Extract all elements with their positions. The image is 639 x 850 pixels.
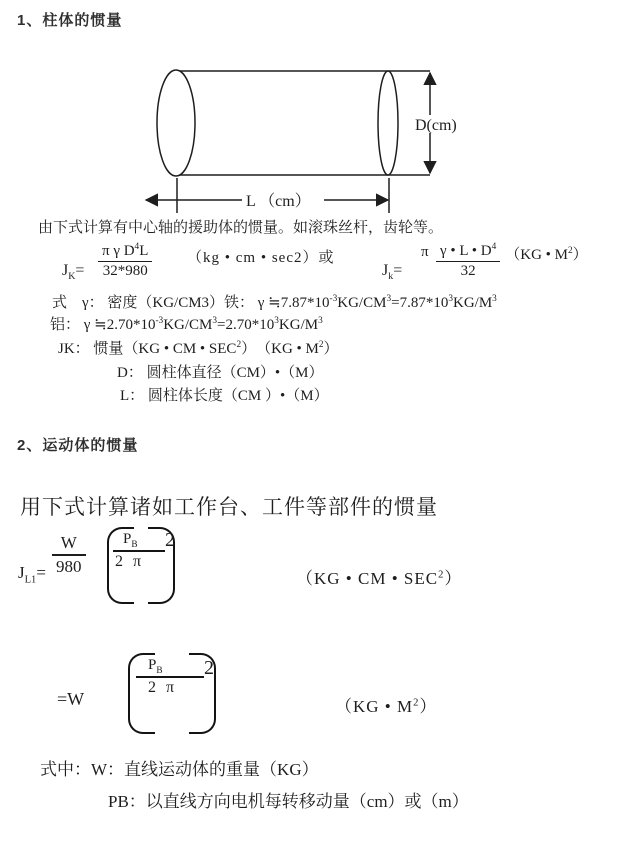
density-line-iron: 式 γ： 密度（KG/CM3）铁： γ $≒7.87*10^{-3}KG/CM^3=7.87*10^3KG/M^3$ [52,294,497,311]
l-definition: L： 圆柱体长度（CM ）•（M） [120,388,329,404]
cylinder-diagram [130,55,490,220]
formula-right-unit: （KG • $M^2$） [505,246,588,263]
formula1-pb-fraction [113,531,165,571]
section1-intro: 由下式计算有中心轴的援助体的惯量。如滚珠丝杆，齿轮等。 [38,220,444,236]
formula-right-denominator: 32 [460,263,476,279]
d-definition: D： 圆柱体直径（CM）•（M） [117,365,324,381]
where-pb-line: PB：以直线方向电机每转移动量（cm）或（m） [108,792,469,811]
formula-right-lhs: $J_k=$ [382,262,403,283]
formula1-w-numerator: W [60,533,77,552]
formula2-pb-numerator: $P_B$ [148,657,163,676]
section2-title: 2、运动体的惯量 [17,437,139,454]
jk-definition: JK： 惯量（KG • CM • SEC$^2$） （KG • $M^2$） [58,340,339,357]
formula2-pb-fraction [136,657,204,697]
formula-left-denominator: 32*980 [102,263,148,279]
cylinder-left-ellipse [157,70,195,176]
formula1-lhs: $J_{L1}=$ [18,563,46,586]
formula-right-fraction [436,243,588,280]
formula1-w-fraction [52,533,86,577]
formula2-fraction-bar [136,676,204,678]
formula-left-fraction [98,243,152,280]
where-w-line: 式中：W：直线运动体的重量（KG） [40,760,319,779]
formula-left-lhs: $J_K=$ [62,262,85,283]
cylinder-right-ellipse [378,71,398,175]
section2-intro: 用下式计算诸如工作台、工件等部件的惯量 [20,495,438,519]
density-line-aluminum: 铝： γ $≒2.70*10^{-3}KG/CM^3=2.70*10^3KG/M^3$ [50,316,323,333]
formula2-pb-denominator: 2 π [148,679,178,696]
formula2-exponent: 2 [204,657,214,679]
formula2-unit: （KG • $M^2$） [335,697,438,716]
formula1-fraction-bar [113,550,165,552]
formula1-pb-numerator: $P_B$ [123,531,138,550]
formula1-w-denominator: 980 [52,554,86,577]
formula-left-numerator: π γ $D^4L$ [98,243,152,262]
formula-left-unit: （kg • cm • sec2）或 [187,250,335,266]
l-dimension-label: L （cm） [246,193,311,210]
formula-right-numerator: γ • L • $D^4$ [436,243,500,262]
formula-right-pi: π [421,244,429,260]
formula2-lhs: =W [57,689,85,709]
formula1-pb-denominator: 2 π [115,553,145,570]
formula1-unit: （KG • CM • SEC$^2$） [296,569,463,588]
formula1-exponent: 2 [165,529,175,551]
section1-title: 1、柱体的惯量 [17,12,123,29]
d-dimension-label: D(cm) [415,117,457,134]
